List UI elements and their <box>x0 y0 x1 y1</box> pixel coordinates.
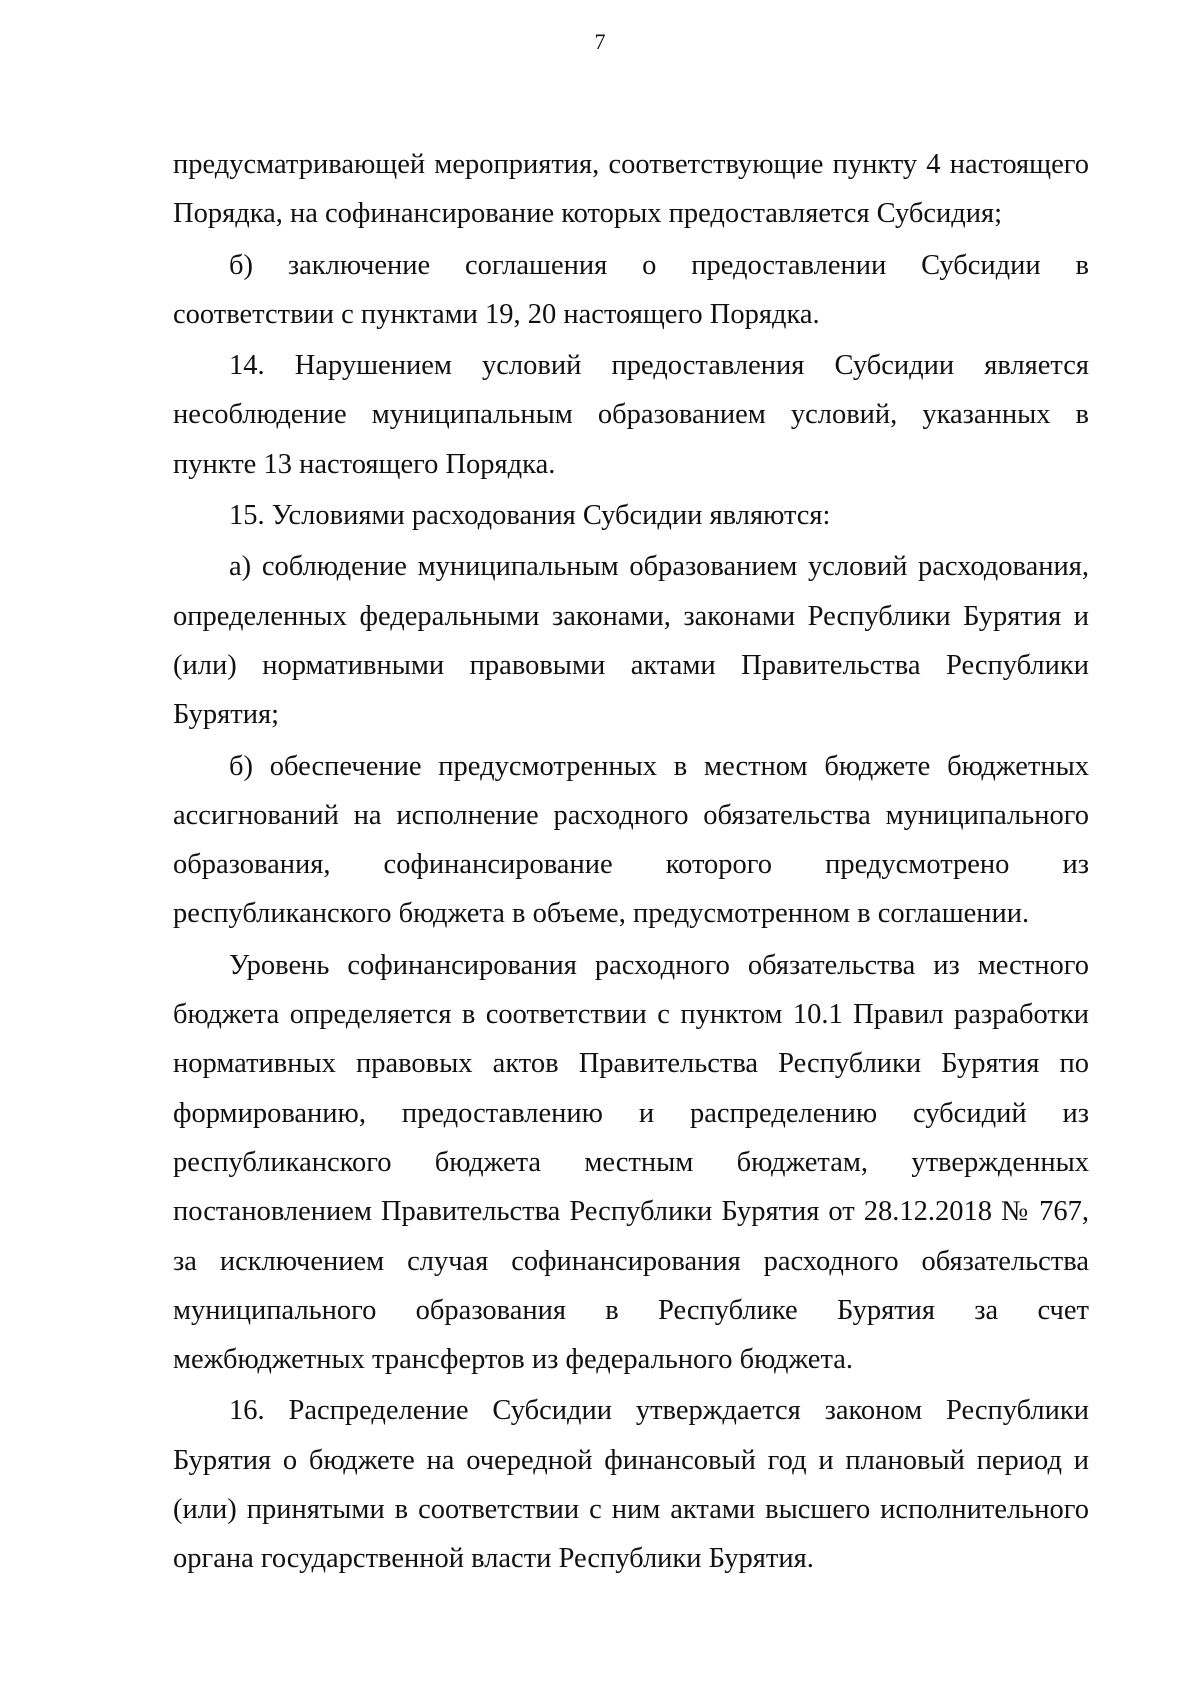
document-body <box>173 140 1089 1586</box>
paragraph-16: 16. Распределение Субсидии утверждается законом Республики Бурятия о бюджете на очередной финансовый год и плановый период и (или) принятыми в соответствии с ним актами высшего исполнительного органа государственной власти Республики Бурятия. <box>173 1395 1089 1575</box>
page-number: 7 <box>594 29 606 54</box>
paragraph-14: 14. Нарушением условий предоставления Субсидии является несоблюдение муниципальным образованием условий, указанных в пункте 13 настоящего Порядка. <box>173 350 1089 480</box>
paragraph-15-a: а) соблюдение муниципальным образованием условий расходования, определенных федеральными законами, законами Республики Бурятия и (или) нормативными правовыми актами Правительства Республики Бурятия; <box>173 551 1089 731</box>
paragraph-15-b: б) обеспечение предусмотренных в местном бюджете бюджетных ассигнований на исполнение расходного обязательства муниципального образования, софинансирование которого предусмотрено из республиканского бюджета в объеме, предусмотренном в соглашении. <box>173 750 1089 930</box>
paragraph-continuation: предусматривающей мероприятия, соответствующие пункту 4 настоящего Порядка, на софинансирование которых предоставляется Субсидия; <box>173 149 1089 230</box>
paragraph-cofinancing-level: Уровень софинансирования расходного обязательства из местного бюджета определяется в соответствии с пунктом 10.1 Правил разработки нормативных правовых актов Правительства Республики Бурятия по формированию, предоставлению и распределению субсидий из республиканского бюджета местным бюджетам, утвержденных постановлением Правительства Республики Бурятия от 28.12.2018 № 767, за исключением случая софинансирования расходного обязательства муниципального образования в Республике Бурятия за счет межбюджетных трансфертов из федерального бюджета. <box>173 949 1089 1376</box>
paragraph-item-b-agreement: б) заключение соглашения о предоставлении Субсидии в соответствии с пунктами 19, 20 настоящего Порядка. <box>173 249 1089 330</box>
paragraph-15: 15. Условиями расходования Субсидии являются: <box>229 500 831 532</box>
